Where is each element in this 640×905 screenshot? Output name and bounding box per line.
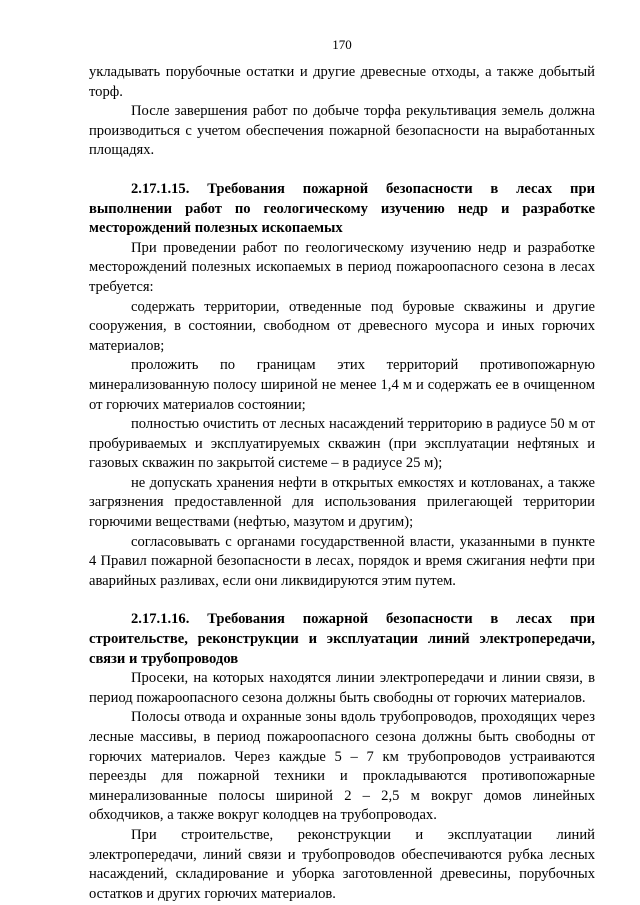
paragraph: укладывать порубочные остатки и другие древесные отходы, а также добытый торф. <box>89 64 595 100</box>
paragraph: При проведении работ по геологическому изучению недр и разработке месторождений полезных ископаемых в период пожароопасного сезона в лесах требуется: <box>89 239 595 295</box>
section-spacer <box>89 591 595 610</box>
paragraph: не допускать хранения нефти в открытых емкостях и котлованах, а также загрязнения предоставленной для использования прилегающей территории горючими веществами (нефтью, мазутом и другим); <box>89 474 595 531</box>
section-spacer <box>89 161 595 180</box>
section-heading: 2.17.1.16. Требования пожарной безопасности в лесах при строительстве, реконструкции и эксплуатации линий электропередачи, связи и трубопроводов <box>89 611 595 667</box>
paragraph: содержать территории, отведенные под буровые скважины и другие сооружения, в состоянии, свободном от древесного мусора и иных горючих материалов; <box>89 298 595 354</box>
paragraph: согласовывать с органами государственной власти, указанными в пункте 4 Правил пожарной безопасности в лесах, порядок и время сжигания нефти при аварийных разливах, если они ликвидируются этим путем. <box>89 533 595 589</box>
paragraph: После завершения работ по добыче торфа рекультивация земель должна производиться с учетом обеспечения пожарной безопасности на выработанных площадях. <box>89 103 595 159</box>
document-page <box>89 36 595 904</box>
paragraph: Просеки, на которых находятся линии электропередачи и линии связи, в период пожароопасного сезона должны быть свободны от горючих материалов. <box>89 670 595 706</box>
paragraph: Полосы отвода и охранные зоны вдоль трубопроводов, проходящих через лесные массивы, в период пожароопасного сезона должны быть свободны от горючих материалов. Через каждые 5 – 7 км трубопроводов устраиваются переезды для пожарной техники и прокладываются противопожарные минерализованные полосы шириной 2 – 2,5 м вокруг домов линейных обходчиков, а также вокруг колодцев на трубопроводах. <box>89 709 595 824</box>
paragraph: полностью очистить от лесных насаждений территорию в радиусе 50 м от пробуриваемых и эксплуатируемых скважин (при эксплуатации нефтяных и газовых скважин по закрытой системе – в радиусе 25 м); <box>89 416 595 472</box>
paragraph: При строительстве, реконструкции и эксплуатации линий электропередачи, линий связи и трубопроводов обеспечиваются рубка лесных насаждений, складирование и уборка заготовленной древесины, порубочных остатков и других горючих материалов. <box>89 826 595 902</box>
page-number: 170 <box>332 37 352 52</box>
paragraph: проложить по границам этих территорий противопожарную минерализованную полосу шириной не менее 1,4 м и содержать ее в очищенном от горючих материалов состоянии; <box>89 357 595 413</box>
section-heading: 2.17.1.15. Требования пожарной безопасности в лесах при выполнении работ по геологическому изучению недр и разработке месторождений полезных ископаемых <box>89 180 595 237</box>
